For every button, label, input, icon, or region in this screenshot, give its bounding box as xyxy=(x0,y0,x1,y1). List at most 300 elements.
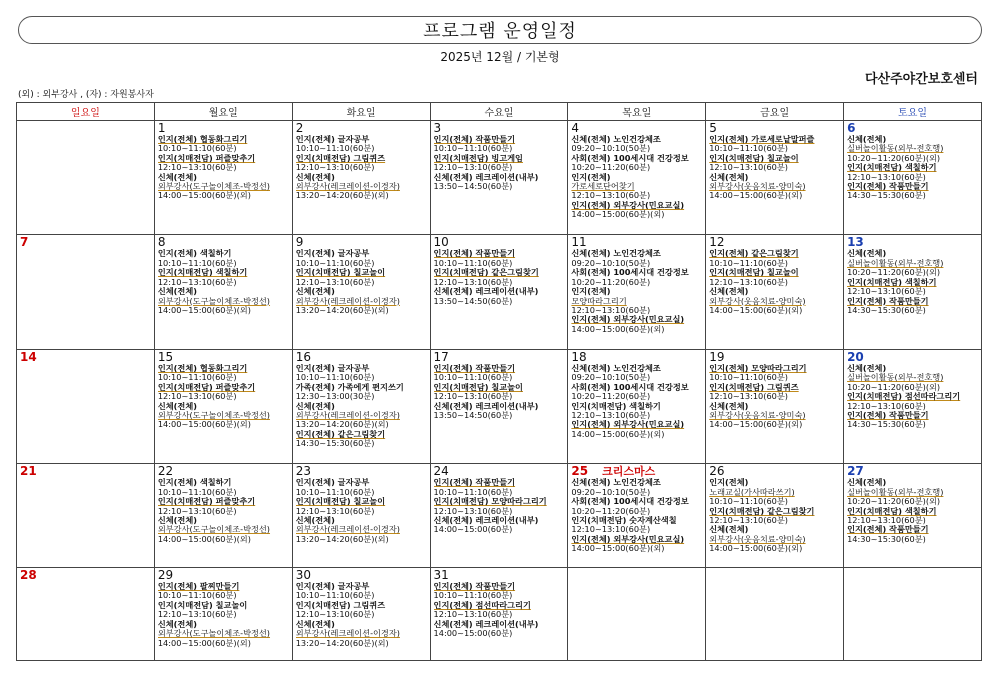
schedule-line xyxy=(158,249,290,258)
day-cell xyxy=(154,464,292,568)
schedule-text: 14:00~15:00(60분)(외) xyxy=(157,420,251,430)
schedule-text: 인지(전체) 글자공부 xyxy=(295,135,370,144)
schedule-line xyxy=(296,582,428,591)
schedule-line xyxy=(296,535,428,544)
schedule-text: 10:10~11:10(60분) xyxy=(433,591,513,601)
schedule-line xyxy=(847,173,979,182)
schedule-text: 13:20~14:20(60분)(외) xyxy=(295,305,389,315)
schedule-text: 12:30~13:00(30분) xyxy=(295,392,375,402)
schedule-line xyxy=(571,210,703,219)
day-number: 2 xyxy=(295,121,304,135)
schedule-text: 외부강사(도구놀이체조-박정선) xyxy=(157,629,271,639)
schedule-text: 인지(전체) 글자공부 xyxy=(295,363,370,373)
schedule-line xyxy=(847,297,979,306)
schedule-text: 인지(전체) 작품만들기 xyxy=(433,582,516,592)
schedule-text: 14:00~15:00(60분)(외) xyxy=(709,305,803,315)
schedule-text: 신체(전체) xyxy=(295,287,335,297)
center-name: 다산주야간보호센터 xyxy=(864,72,978,87)
schedule-line xyxy=(296,306,428,315)
schedule-text: 10:20~11:20(60분) xyxy=(571,163,651,173)
schedule-line xyxy=(296,610,428,619)
schedule-line xyxy=(158,639,290,648)
schedule-text: 외부강사(레크레이션-이경자) xyxy=(295,410,400,420)
day-number: 29 xyxy=(157,568,174,583)
schedule-line xyxy=(571,364,703,373)
weekday-header: 목요일 xyxy=(568,103,706,121)
day-cell xyxy=(17,349,155,463)
schedule-line xyxy=(709,392,841,401)
schedule-line xyxy=(847,525,979,534)
day-cell xyxy=(706,235,844,349)
day-number: 4 xyxy=(571,121,580,135)
schedule-line xyxy=(158,287,290,296)
schedule-text: 인지(치매전담) 칠교놀이 xyxy=(709,153,799,163)
schedule-line xyxy=(158,182,290,191)
schedule-text: 인지(전체) xyxy=(571,287,611,297)
weekday-header: 수요일 xyxy=(430,103,568,121)
day-number: 14 xyxy=(20,349,37,364)
schedule-line xyxy=(296,478,428,487)
schedule-text: 14:00~15:00(60분)(외) xyxy=(157,191,251,201)
schedule-text: 12:10~13:10(60분) xyxy=(295,506,375,516)
schedule-text: 인지(전체) 외부강사(민요교실) xyxy=(571,420,685,430)
schedule-text: 14:00~15:00(60분)(외) xyxy=(571,324,665,334)
schedule-line xyxy=(571,411,703,420)
day-cell xyxy=(844,464,982,568)
schedule-line xyxy=(434,610,566,619)
schedule-line xyxy=(847,249,979,258)
schedule-line xyxy=(296,144,428,153)
schedule-text: 14:30~15:30(60분) xyxy=(847,191,926,201)
schedule-text: 12:10~13:10(60분) xyxy=(571,525,651,535)
schedule-text: 인지(치매전담) 칠교놀이 xyxy=(433,382,523,392)
schedule-line xyxy=(571,278,703,287)
weekday-header: 토요일 xyxy=(844,103,982,121)
schedule-text: 인지(치매전담) 같은그림찾기 xyxy=(433,268,539,278)
schedule-text: 12:10~13:10(60분) xyxy=(157,506,237,516)
schedule-line xyxy=(158,383,290,392)
page-subtitle: 2025년 12월 / 기본형 xyxy=(440,50,560,64)
schedule-text: 12:10~13:10(60분) xyxy=(709,163,788,173)
schedule-text: 인지(전체) 같은그림찾기 xyxy=(709,249,799,259)
schedule-text: 인지(전체) 색칠하기 xyxy=(157,249,232,259)
schedule-text: 12:10~13:10(60분) xyxy=(157,610,237,620)
schedule-line xyxy=(296,173,428,182)
week-row xyxy=(17,235,982,349)
day-cell xyxy=(292,349,430,463)
schedule-line xyxy=(571,201,703,210)
schedule-text: 신체(전체) xyxy=(847,363,887,373)
schedule-line xyxy=(571,259,703,268)
schedule-line xyxy=(158,507,290,516)
schedule-text: 14:00~15:00(60분)(외) xyxy=(157,305,251,315)
schedule-text: 10:20~11:20(60분)(외) xyxy=(847,153,941,163)
schedule-line xyxy=(296,154,428,163)
schedule-text: 12:10~13:10(60분) xyxy=(157,277,237,287)
schedule-text: 12:10~13:10(60분) xyxy=(847,172,926,182)
day-number xyxy=(571,465,703,478)
schedule-text: 인지(전체) 협동화그리기 xyxy=(157,135,248,144)
schedule-line xyxy=(434,144,566,153)
schedule-line xyxy=(847,287,979,296)
week-row xyxy=(17,121,982,235)
schedule-text: 10:10~11:10(60분) xyxy=(433,487,513,497)
day-cell xyxy=(154,568,292,661)
day-number: 17 xyxy=(433,349,449,364)
schedule-text: 인지(치매전담) 칠교놀이 xyxy=(295,497,386,507)
schedule-line xyxy=(434,488,566,497)
schedule-line xyxy=(709,144,841,153)
schedule-text: 14:30~15:30(60분) xyxy=(847,420,926,430)
schedule-text: 14:00~15:00(60분) xyxy=(433,525,513,535)
schedule-text: 실버놀이활동(외부-전호행) xyxy=(847,258,944,268)
schedule-line xyxy=(571,383,703,392)
schedule-text: 외부강사(레크레이션-이경자) xyxy=(295,525,400,535)
day-number: 15 xyxy=(157,349,174,364)
schedule-line xyxy=(709,191,841,200)
schedule-text: 신체(전체) 노인건강체조 xyxy=(571,363,661,373)
schedule-line xyxy=(434,620,566,629)
day-number: 7 xyxy=(20,235,29,250)
day-number: 26 xyxy=(709,464,725,479)
schedule-text: 인지(전체) 색칠하기 xyxy=(157,478,232,488)
schedule-line xyxy=(296,488,428,497)
schedule-text: 사회(전체) 100세시대 건강정보 xyxy=(571,153,689,163)
schedule-text: 외부강사(도구놀이체조-박정선) xyxy=(157,410,271,420)
schedule-text: 14:00~15:00(60분)(외) xyxy=(571,210,665,220)
schedule-line xyxy=(296,439,428,448)
schedule-line xyxy=(296,497,428,506)
schedule-line xyxy=(158,306,290,315)
day-number: 27 xyxy=(847,464,864,479)
schedule-line xyxy=(434,182,566,191)
schedule-text: 10:10~11:10(60분) xyxy=(295,144,375,154)
schedule-line xyxy=(847,383,979,392)
schedule-line xyxy=(434,411,566,420)
schedule-text: 12:10~13:10(60분) xyxy=(433,610,513,620)
schedule-line xyxy=(709,516,841,525)
day-cell xyxy=(568,464,706,568)
schedule-text: 인지(전체) 작품만들기 xyxy=(847,182,929,192)
day-cell xyxy=(292,568,430,661)
schedule-text: 인지(치매전담) 색칠하기 xyxy=(157,268,248,278)
schedule-text: 14:00~15:00(60분)(외) xyxy=(571,544,665,554)
weekday-header: 금요일 xyxy=(706,103,844,121)
schedule-text: 실버놀이활동(외부-전호행) xyxy=(847,487,944,497)
schedule-text: 인지(전체) 협동화그리기 xyxy=(157,363,248,373)
day-cell xyxy=(430,464,568,568)
schedule-line xyxy=(847,420,979,429)
schedule-line xyxy=(434,135,566,144)
schedule-line xyxy=(571,306,703,315)
schedule-line xyxy=(847,268,979,277)
schedule-text: 14:00~15:00(60분)(외) xyxy=(157,534,251,544)
schedule-text: 13:20~14:20(60분)(외) xyxy=(295,191,389,201)
day-cell xyxy=(844,349,982,463)
schedule-text: 외부강사(레크레이션-이경자) xyxy=(295,296,400,306)
schedule-text: 인지(치매전담) 칠교놀이 xyxy=(295,268,386,278)
schedule-line xyxy=(158,163,290,172)
day-number: 24 xyxy=(433,464,449,479)
schedule-text: 사회(전체) 100세시대 건강정보 xyxy=(571,268,689,278)
day-cell xyxy=(17,464,155,568)
schedule-text: 14:30~15:30(60분) xyxy=(847,534,926,544)
day-cell xyxy=(430,235,568,349)
schedule-text: 10:20~11:20(60분)(외) xyxy=(847,497,941,507)
schedule-line xyxy=(571,315,703,324)
schedule-line xyxy=(571,287,703,296)
schedule-text: 인지(치매전담) 칠교놀이 xyxy=(709,268,799,278)
schedule-line xyxy=(571,297,703,306)
schedule-line xyxy=(434,601,566,610)
schedule-line xyxy=(709,173,841,182)
schedule-line xyxy=(709,154,841,163)
day-number: 20 xyxy=(847,349,864,364)
day-number: 13 xyxy=(847,235,864,250)
schedule-text: 13:50~14:50(60분) xyxy=(433,182,513,192)
schedule-line xyxy=(571,478,703,487)
schedule-text: 사회(전체) 100세시대 건강정보 xyxy=(571,497,689,507)
day-cell xyxy=(568,349,706,463)
schedule-text: 10:20~11:20(60분)(외) xyxy=(847,382,941,392)
schedule-line xyxy=(709,163,841,172)
schedule-text: 신체(전체) xyxy=(709,525,749,535)
schedule-text: 사회(전체) 100세시대 건강정보 xyxy=(571,382,689,392)
schedule-text: 12:10~13:10(60분) xyxy=(709,516,788,526)
day-cell xyxy=(17,568,155,661)
schedule-line xyxy=(571,268,703,277)
schedule-line xyxy=(571,144,703,153)
schedule-text: 13:50~14:50(60분) xyxy=(433,410,513,420)
schedule-text: 신체(전체) xyxy=(157,401,197,411)
schedule-text: 14:00~15:00(60분)(외) xyxy=(571,429,665,439)
schedule-line xyxy=(158,297,290,306)
schedule-text: 인지(치매전담) 색칠하기 xyxy=(847,163,937,173)
schedule-text: 12:10~13:10(60분) xyxy=(433,392,513,402)
schedule-text: 10:20~11:20(60분) xyxy=(571,392,651,402)
day-number: 5 xyxy=(709,121,717,135)
schedule-text: 신체(전체) xyxy=(847,249,887,259)
schedule-text: 12:10~13:10(60분) xyxy=(433,163,513,173)
page-title: 프로그램 운영일정 xyxy=(423,21,577,42)
schedule-line xyxy=(296,249,428,258)
schedule-line xyxy=(158,411,290,420)
schedule-line xyxy=(296,507,428,516)
schedule-line xyxy=(709,364,841,373)
schedule-line xyxy=(709,278,841,287)
week-row xyxy=(17,349,982,463)
schedule-line xyxy=(296,620,428,629)
day-cell xyxy=(844,121,982,235)
schedule-text: 실버놀이활동(외부-전호행) xyxy=(847,373,944,383)
schedule-line xyxy=(847,278,979,287)
schedule-text: 인지(전체) 점선따라그리기 xyxy=(433,600,531,610)
schedule-text: 신체(전체) 레크레이션(내부) xyxy=(433,172,539,182)
schedule-text: 인지(치매전담) 색칠하기 xyxy=(847,277,937,287)
schedule-line xyxy=(296,191,428,200)
schedule-line xyxy=(296,268,428,277)
day-cell xyxy=(568,568,706,661)
schedule-text: 신체(전체) 레크레이션(내부) xyxy=(433,619,539,629)
schedule-text: 10:10~11:10(60분) xyxy=(157,258,237,268)
schedule-text: 12:10~13:10(60분) xyxy=(157,392,237,402)
schedule-text: 가족(전체) 가족에게 편지쓰기 xyxy=(295,382,404,392)
schedule-line xyxy=(847,154,979,163)
schedule-line xyxy=(434,287,566,296)
calendar-table xyxy=(16,102,982,661)
schedule-line xyxy=(158,364,290,373)
day-number: 3 xyxy=(433,121,442,135)
schedule-text: 10:20~11:20(60분) xyxy=(571,277,651,287)
schedule-line xyxy=(571,163,703,172)
schedule-text: 10:10~11:10(60분) xyxy=(295,373,375,383)
schedule-text: 신체(전체) xyxy=(295,619,335,629)
schedule-text: 13:20~14:20(60분)(외) xyxy=(295,638,389,648)
schedule-line xyxy=(434,163,566,172)
schedule-text: 인지(치매전담) 색칠하기 xyxy=(847,506,937,516)
day-cell xyxy=(568,235,706,349)
schedule-line xyxy=(571,497,703,506)
day-cell xyxy=(430,121,568,235)
schedule-line xyxy=(709,259,841,268)
schedule-line xyxy=(158,591,290,600)
day-number: 22 xyxy=(157,464,174,479)
schedule-text: 인지(치매전담) 그림퀴즈 xyxy=(295,153,386,163)
schedule-line xyxy=(296,420,428,429)
day-number: 10 xyxy=(433,235,449,250)
schedule-text: 외부강사(도구놀이체조-박정선) xyxy=(157,182,271,192)
schedule-text: 10:10~11:10(60분) xyxy=(295,487,375,497)
schedule-line xyxy=(296,402,428,411)
schedule-line xyxy=(709,182,841,191)
day-number-text: 25 xyxy=(571,464,589,479)
schedule-line xyxy=(847,144,979,153)
day-number: 6 xyxy=(847,121,856,135)
day-cell xyxy=(292,464,430,568)
schedule-line xyxy=(709,507,841,516)
schedule-text: 10:10~11:10(60분) xyxy=(433,373,513,383)
schedule-line xyxy=(571,507,703,516)
schedule-text: 인지(치매전담) 그림퀴즈 xyxy=(295,600,386,610)
schedule-line xyxy=(847,135,979,144)
schedule-line xyxy=(847,191,979,200)
schedule-line xyxy=(158,629,290,638)
schedule-line xyxy=(296,392,428,401)
schedule-text: 14:00~15:00(60분)(외) xyxy=(709,191,803,201)
schedule-line xyxy=(158,144,290,153)
schedule-line xyxy=(434,373,566,382)
schedule-line xyxy=(158,601,290,610)
day-number: 8 xyxy=(157,235,166,250)
schedule-line xyxy=(434,173,566,182)
schedule-line xyxy=(434,582,566,591)
schedule-line xyxy=(296,591,428,600)
schedule-text: 10:10~11:10(60분) xyxy=(709,144,788,154)
schedule-text: 10:10~11:10(60분) xyxy=(433,144,513,154)
schedule-line xyxy=(709,249,841,258)
schedule-text: 인지(치매전담) 칠교놀이 xyxy=(157,600,248,610)
schedule-line xyxy=(847,259,979,268)
day-number: 12 xyxy=(709,235,725,250)
schedule-line xyxy=(571,420,703,429)
schedule-text: 신체(전체) xyxy=(157,287,197,297)
schedule-line xyxy=(296,629,428,638)
schedule-line xyxy=(709,297,841,306)
schedule-text: 신체(전체) 노인건강체조 xyxy=(571,249,661,259)
schedule-line xyxy=(847,182,979,191)
schedule-text: 인지(전체) 작품만들기 xyxy=(847,296,929,306)
week-row xyxy=(17,568,982,661)
schedule-line xyxy=(296,601,428,610)
schedule-line xyxy=(847,411,979,420)
schedule-line xyxy=(158,278,290,287)
day-cell xyxy=(706,568,844,661)
schedule-text: 13:50~14:50(60분) xyxy=(433,296,513,306)
schedule-text: 인지(전체) xyxy=(571,172,611,182)
schedule-text: 12:10~13:10(60분) xyxy=(709,392,788,402)
day-number: 18 xyxy=(571,349,587,364)
schedule-line xyxy=(296,639,428,648)
schedule-line xyxy=(709,420,841,429)
schedule-text: 신체(전체) xyxy=(709,401,749,411)
schedule-text: 인지(전체) 외부강사(민요교실) xyxy=(571,200,685,210)
schedule-text: 신체(전체) 노인건강체조 xyxy=(571,478,661,488)
schedule-text: 신체(전체) xyxy=(157,516,197,526)
day-number: 16 xyxy=(295,349,311,364)
schedule-text: 외부강사(웃음치료-양미숙) xyxy=(709,296,806,306)
schedule-text: 신체(전체) xyxy=(157,619,197,629)
schedule-line xyxy=(847,402,979,411)
schedule-text: 신체(전체) 레크레이션(내부) xyxy=(433,516,539,526)
day-cell xyxy=(292,121,430,235)
schedule-line xyxy=(847,535,979,544)
day-number: 1 xyxy=(157,121,166,135)
schedule-text: 인지(전체) 작품만들기 xyxy=(433,363,516,373)
schedule-line xyxy=(434,278,566,287)
schedule-line xyxy=(434,591,566,600)
schedule-line xyxy=(158,154,290,163)
day-cell xyxy=(844,235,982,349)
schedule-line xyxy=(709,488,841,497)
schedule-text: 인지(전체) 작품만들기 xyxy=(433,249,516,259)
schedule-text: 인지(전체) 글자공부 xyxy=(295,582,370,592)
schedule-text: 인지(전체) 작품만들기 xyxy=(433,135,516,144)
schedule-line xyxy=(847,507,979,516)
schedule-line xyxy=(571,249,703,258)
schedule-line xyxy=(709,535,841,544)
schedule-line xyxy=(571,392,703,401)
schedule-text: 09:20~10:10(50분) xyxy=(571,144,651,154)
schedule-text: 10:10~11:10(60분) xyxy=(433,258,513,268)
schedule-line xyxy=(571,135,703,144)
schedule-line xyxy=(847,488,979,497)
legend: (외) : 외부강사 , (자) : 자원봉사자 xyxy=(18,90,154,100)
schedule-line xyxy=(296,430,428,439)
schedule-text: 인지(전체) 외부강사(민요교실) xyxy=(571,534,685,544)
schedule-line xyxy=(296,383,428,392)
week-row xyxy=(17,464,982,568)
schedule-line xyxy=(709,544,841,553)
schedule-text: 신체(전체) xyxy=(295,172,335,182)
schedule-text: 인지(전체) 글자공부 xyxy=(295,249,370,259)
schedule-text: 14:30~15:30(60분) xyxy=(295,439,375,449)
schedule-line xyxy=(847,163,979,172)
schedule-line xyxy=(571,535,703,544)
schedule-text: 12:10~13:10(60분) xyxy=(295,277,375,287)
schedule-text: 14:00~15:00(60분)(외) xyxy=(709,544,803,554)
schedule-text: 외부강사(도구놀이체조-박정선) xyxy=(157,525,271,535)
schedule-line xyxy=(158,478,290,487)
